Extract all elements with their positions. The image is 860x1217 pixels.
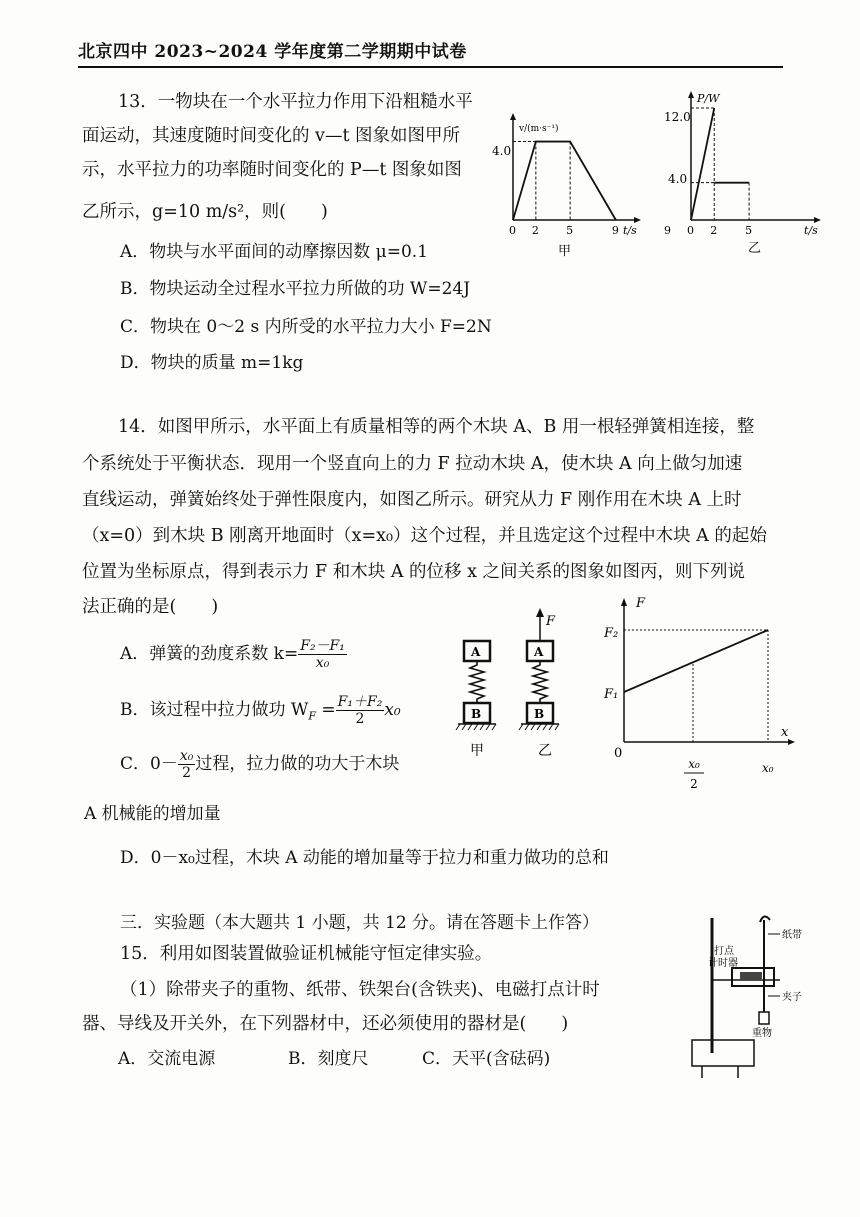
fx-xlabel: x bbox=[781, 725, 789, 740]
clip-label: 夹子 bbox=[782, 992, 802, 1003]
pt-caption: 乙 bbox=[748, 241, 762, 256]
vt-xtick-9: 9 bbox=[611, 224, 619, 237]
pt-series-rise bbox=[691, 108, 714, 220]
q14-option-d: D．0－x₀过程，木块 A 动能的增加量等于拉力和重力做功的总和 bbox=[120, 848, 609, 868]
q14-c-fraction: $\frac{\text{x₀}}{2}$ bbox=[179, 748, 194, 782]
vt-caption: 甲 bbox=[558, 244, 572, 259]
q13-option-c: C．物块在 0～2 s 内所受的水平拉力大小 F=2N bbox=[120, 317, 492, 337]
q13-option-d: D．物块的质量 m=1kg bbox=[120, 353, 304, 373]
fx-x-arrow bbox=[788, 739, 795, 745]
svg-text:A: A bbox=[471, 645, 481, 659]
q14-line4: （x=0）到木块 B 刚离开地面时（x=x₀）这个过程，并且选定这个过程中木块 A 的起始 bbox=[82, 526, 767, 546]
q14-a-text: A．弹簧的劲度系数 k= bbox=[120, 644, 299, 665]
figure-jia bbox=[456, 641, 496, 759]
fx-ylabel: F bbox=[636, 596, 646, 611]
q14-line6: 法正确的是( ) bbox=[82, 597, 219, 617]
pt-xtick-0: 0 bbox=[687, 224, 694, 237]
spring-jia bbox=[470, 661, 484, 703]
q15-text: 15．利用如图装置做验证机械能守恒定律实验。 bbox=[120, 944, 493, 964]
q14-b-fraction: $\frac{\text{F₁＋F₂}}{2}$ bbox=[337, 694, 383, 728]
vt-chart bbox=[486, 110, 646, 260]
timer-label-1: 打点 bbox=[714, 946, 734, 957]
pt-ytick-12: 12.0 bbox=[664, 110, 691, 124]
q15-option-b: B．刻度尺 bbox=[288, 1049, 369, 1069]
q14-option-c-line2: A 机械能的增加量 bbox=[84, 804, 221, 824]
fx-origin: 0 bbox=[614, 746, 623, 761]
fx-series-line bbox=[624, 630, 768, 692]
pt-xlabel: t/s bbox=[804, 224, 818, 237]
base-stand bbox=[692, 1040, 754, 1066]
svg-text:A: A bbox=[534, 645, 544, 659]
q15-option-c: C．天平(含砝码) bbox=[422, 1049, 551, 1069]
q14-c-text: C．0－ bbox=[120, 754, 178, 775]
page-header bbox=[78, 36, 783, 68]
q13-line1: 13．一物块在一个水平拉力作用下沿粗糙水平 bbox=[118, 92, 473, 112]
timer-slot bbox=[740, 972, 762, 980]
vt-xtick-2: 2 bbox=[531, 224, 539, 237]
q14-option-c: C．0－ $\frac{\text{x₀}}{2}$ 过程，拉力做的功大于木块 bbox=[120, 748, 400, 782]
exam-title: 北京四中 2023~2024 学年度第二学期期中试卷 bbox=[78, 42, 467, 62]
q14-a-fraction: $\frac{\text{F₂－F₁}}{\text{x₀}}$ bbox=[300, 638, 345, 672]
q13-line3: 示，水平拉力的功率随时间变化的 P—t 图象如图 bbox=[82, 160, 462, 180]
timer-label-2: 计时器 bbox=[708, 958, 738, 969]
q15-option-a: A．交流电源 bbox=[118, 1049, 216, 1069]
pt-chart bbox=[664, 88, 834, 260]
q15-part1-line2: 器、导线及开关外，在下列器材中，还必须使用的器材是( ) bbox=[82, 1014, 569, 1034]
fx-y-arrow bbox=[621, 598, 627, 606]
fx-tick-x0: x₀ bbox=[762, 761, 774, 775]
spring-yi bbox=[533, 661, 547, 703]
tape-label: 纸带 bbox=[782, 930, 802, 941]
q13-option-a: A．物块与水平面间的动摩擦因数 μ=0.1 bbox=[120, 242, 429, 262]
apparatus-figure bbox=[676, 908, 826, 1088]
vt-x-arrow bbox=[634, 217, 641, 223]
q13-option-b: B．物块运动全过程水平拉力所做的功 W=24J bbox=[120, 279, 471, 299]
pt-xtick-5: 5 bbox=[745, 224, 753, 237]
pt-y-arrow bbox=[688, 91, 694, 98]
pt-xtick-9: 9 bbox=[664, 224, 671, 237]
svg-text:B: B bbox=[534, 707, 545, 721]
fx-tick-xhalf-den: 2 bbox=[690, 777, 698, 791]
q14-line2: 个系统处于平衡状态．现用一个竖直向上的力 F 拉动木块 A，使木块 A 向上做匀加速 bbox=[82, 454, 743, 474]
vt-y-arrow bbox=[510, 113, 516, 120]
ground-hatch-jia bbox=[456, 724, 496, 730]
vt-ylabel: v/(m·s⁻¹) bbox=[519, 124, 559, 134]
weight-block bbox=[759, 1012, 769, 1024]
vt-ytick-4: 4.0 bbox=[492, 144, 512, 158]
caption-jia: 甲 bbox=[470, 743, 484, 759]
fx-tick-xhalf-num: x₀ bbox=[688, 757, 700, 771]
force-arrow-head bbox=[536, 608, 544, 617]
figure-yi bbox=[519, 608, 559, 759]
pt-ylabel: P/W bbox=[697, 92, 720, 105]
spring-figures bbox=[452, 605, 580, 765]
caption-yi: 乙 bbox=[538, 743, 552, 759]
force-label: F bbox=[546, 614, 556, 629]
pt-x-arrow bbox=[814, 217, 821, 223]
pt-xtick-2: 2 bbox=[710, 224, 718, 237]
section3-title: 三．实验题（本大题共 1 小题，共 12 分。请在答题卡上作答） bbox=[120, 913, 600, 933]
vt-series-line bbox=[513, 142, 616, 220]
q14-option-b: B．该过程中拉力做功 $W_F$ = $\frac{\text{F₁＋F₂}}{2}$ x₀ bbox=[120, 694, 401, 728]
fx-tick-f1: F₁ bbox=[604, 687, 619, 702]
q14-line3: 直线运动，弹簧始终处于弹性限度内，如图乙所示。研究从力 F 刚作用在木块 A 上时 bbox=[82, 490, 742, 510]
q14-line1: 14．如图甲所示，水平面上有质量相等的两个木块 A、B 用一根轻弹簧相连接，整 bbox=[118, 417, 755, 437]
weight-label: 重物 bbox=[752, 1028, 772, 1039]
q13-line4: 乙所示，g=10 m/s²，则( ) bbox=[82, 202, 328, 222]
fx-chart bbox=[598, 592, 803, 802]
q13-line2: 面运动，其速度随时间变化的 v—t 图象如图甲所 bbox=[82, 126, 461, 146]
q14-option-a bbox=[120, 638, 347, 671]
ground-hatch-yi bbox=[519, 724, 559, 730]
vt-xtick-5: 5 bbox=[566, 224, 574, 237]
q14-b-text: B．该过程中拉力做功 W bbox=[120, 700, 309, 721]
fx-tick-f2: F₂ bbox=[604, 626, 619, 641]
pt-ytick-4: 4.0 bbox=[668, 172, 688, 186]
vt-xtick-0: 0 bbox=[509, 224, 516, 237]
q15-part1-line1: （1）除带夹子的重物、纸带、铁架台(含铁夹)、电磁打点计时 bbox=[120, 980, 600, 1000]
svg-text:B: B bbox=[471, 707, 482, 721]
q14-line5: 位置为坐标原点，得到表示力 F 和木块 A 的位移 x 之间关系的图象如图丙，则下列说 bbox=[82, 562, 746, 582]
vt-xlabel: t/s bbox=[623, 224, 637, 237]
